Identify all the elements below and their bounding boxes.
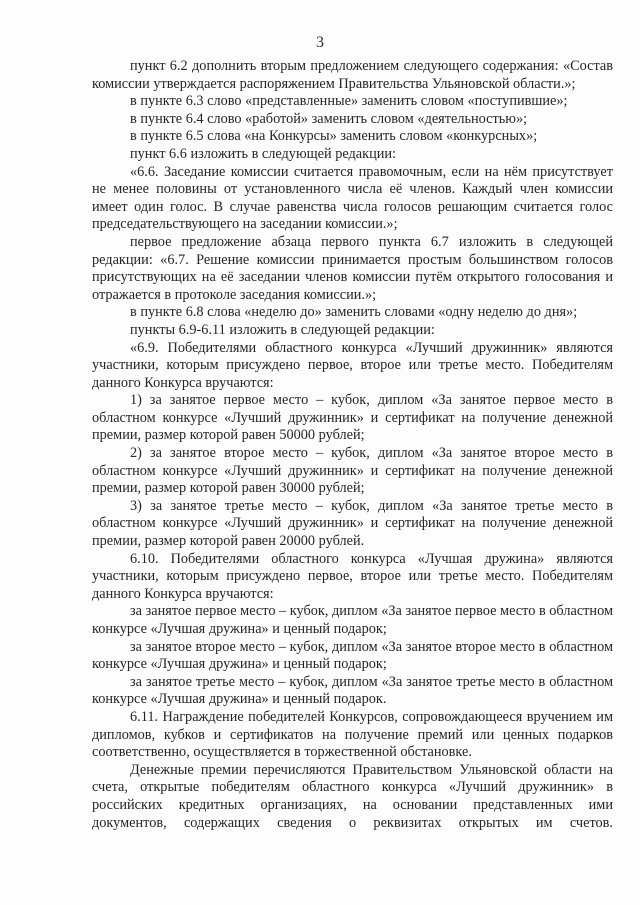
paragraph: «6.9. Победителями областного конкурса «Лучший дружинник» являются участники, которым присуждено первое, второе или третье место. Победителям данного Конкурса вручаются: xyxy=(92,339,613,391)
paragraph: «6.6. Заседание комиссии считается правомочным, если на нём присутствует не менее половины от установленного числа её членов. Каждый член комиссии имеет один голос. В случае равенства числа голосов решающим считается голос председательствующего на заседании комиссии.»; xyxy=(92,163,613,233)
paragraph: пункт 6.6 изложить в следующей редакции: xyxy=(130,145,397,162)
paragraph: пункт 6.2 дополнить вторым предложением следующего содержания: «Состав комиссии утверждается распоряжением Правительства Ульяновской области.»; xyxy=(92,58,613,92)
paragraph: 3) за занятое третье место – кубок, диплом «За занятое третье место в областном конкурсе «Лучший дружинник» и сертификат на получение денежной премии, размер которой равен 20000 рублей. xyxy=(92,497,613,550)
paragraph: в пункте 6.8 слова «неделю до» заменить словами «одну неделю до дня»; xyxy=(130,304,578,321)
paragraph: 6.11. Награждение победителей Конкурсов, сопровождающееся вручением им дипломов, кубков и сертификатов на получение премий или ценных подарков соответственно, осуществляется в торжественной обстановке. xyxy=(92,708,613,761)
paragraph: Денежные премии перечисляются Правительством Ульяновской области на счета, открытые победителям областного конкурса «Лучший дружинник» в российских кредитных организациях, на основании представленных ими документов, содержащих сведения о реквизитах открытых им счетов. xyxy=(92,761,613,831)
paragraph: за занятое третье место – кубок, диплом «За занятое третье место в областном конкурсе «Лучшая дружина» и ценный подарок. xyxy=(92,673,613,708)
paragraph: 6.10. Победителями областного конкурса «Лучшая дружина» являются участники, которым присуждено первое, второе или третье место. Победителям данного Конкурса вручаются: xyxy=(92,550,613,602)
paragraph: в пункте 6.5 слова «на Конкурсы» заменить словом «конкурсных»; xyxy=(130,128,538,145)
paragraph: 1) за занятое первое место – кубок, диплом «За занятое первое место в областном конкурсе «Лучший дружинник» и сертификат на получение денежной премии, размер которой равен 50000 рублей; xyxy=(92,392,613,444)
paragraph: в пункте 6.4 слово «работой» заменить словом «деятельностью»; xyxy=(130,110,528,127)
paragraph: пункты 6.9-6.11 изложить в следующей редакции: xyxy=(130,321,435,338)
paragraph: за занятое второе место – кубок, диплом «За занятое второе место в областном конкурсе «Лучшая дружина» и ценный подарок; xyxy=(92,638,613,673)
paragraph: первое предложение абзаца первого пункта 6.7 изложить в следующей редакции: «6.7. Решение комиссии принимается простым большинством голосов присутствующих на её заседании членов комиссии путём открытого голосования и отражается в протоколе заседания комиссии.»; xyxy=(92,233,613,303)
paragraph: за занятое первое место – кубок, диплом «За занятое первое место в областном конкурсе «Лучшая дружина» и ценный подарок; xyxy=(92,603,613,637)
document-body xyxy=(92,58,613,832)
paragraph: в пункте 6.3 слово «представленные» заменить словом «поступившие»; xyxy=(130,93,568,110)
paragraph: 2) за занятое второе место – кубок, диплом «За занятое второе место в областном конкурсе «Лучший дружинник» и сертификат на получение денежной премии, размер которой равен 30000 рублей; xyxy=(92,445,613,497)
page-number: 3 xyxy=(316,34,324,51)
